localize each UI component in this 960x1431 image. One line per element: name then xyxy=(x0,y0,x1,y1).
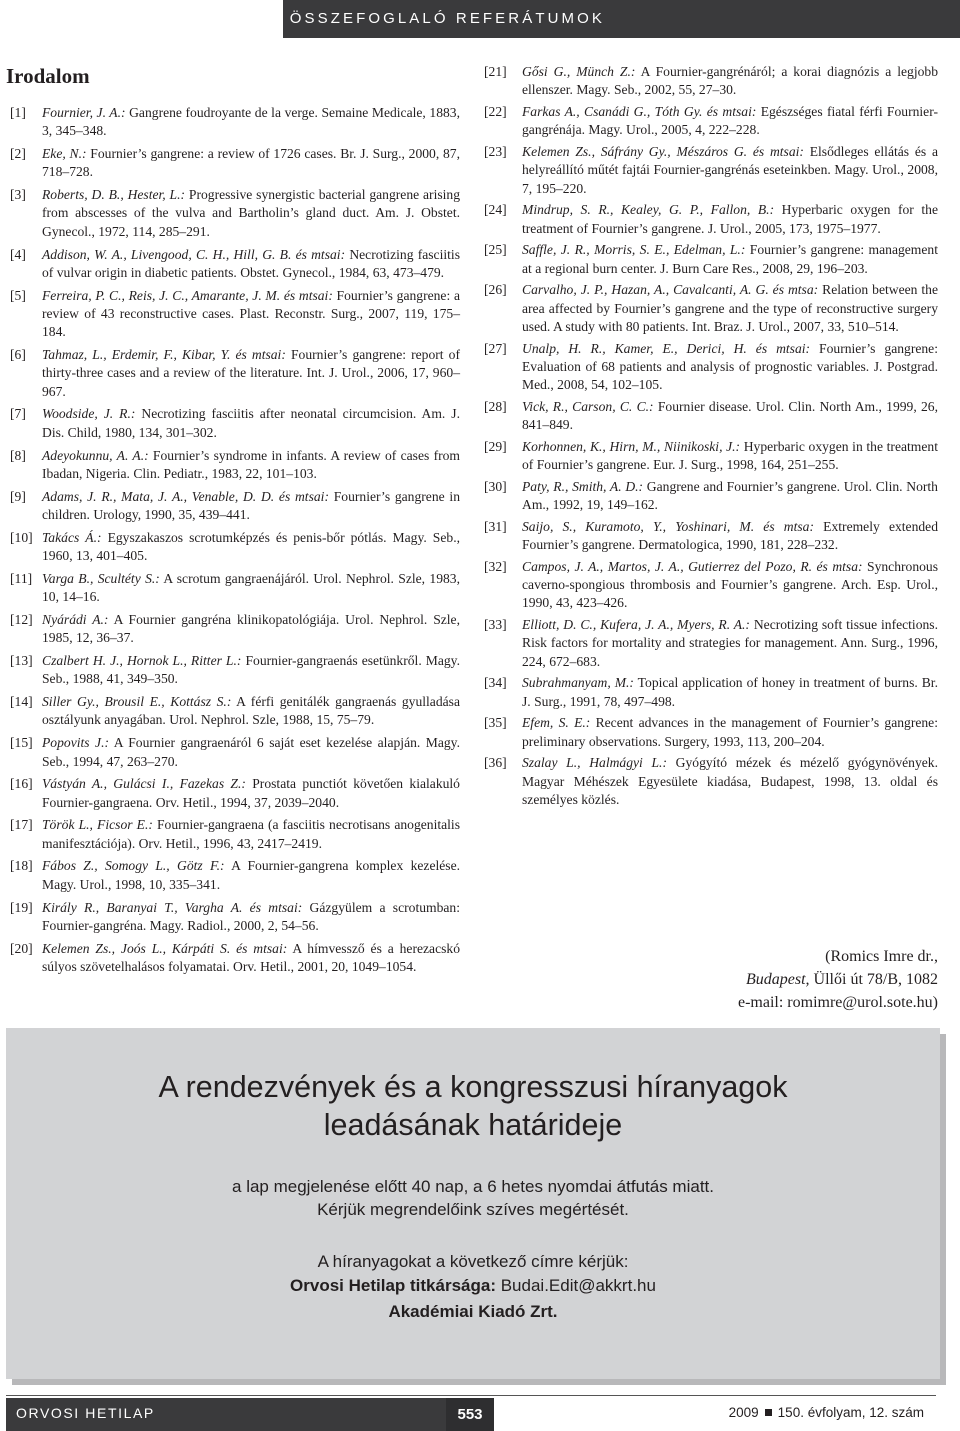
reference-authors: Kelemen Zs., Joós L., Kárpáti S. és mtsai: xyxy=(42,940,288,956)
notice-office-name: Orvosi Hetilap titkársága: xyxy=(290,1276,496,1295)
reference-number: [21] xyxy=(484,64,507,79)
reference-number: [22] xyxy=(484,103,507,119)
reference-authors: Takács Á.: xyxy=(42,529,102,545)
reference-number: [23] xyxy=(484,143,507,159)
reference-citation: A Fournier-gangrénáról; a korai diagnózis a legjobb ellenszer. Magy. Seb., 2002, 55, 27–30. xyxy=(522,64,938,98)
reference-number: [19] xyxy=(10,899,33,915)
reference-authors: Campos, J. A., Martos, J. A., Gutierrez del Pozo, R. és mtsa: xyxy=(522,558,863,574)
reference-citation: Recent advances in the management of Fournier’s gangrene: preliminary observations. Surgery, 1993, 113, 200–204. xyxy=(522,715,938,749)
reference-item xyxy=(484,103,938,140)
reference-item xyxy=(10,287,460,342)
reference-number: [29] xyxy=(484,438,507,454)
reference-citation: Prostata punctiót követően kialakuló Fournier-gangraena. Orv. Hetil., 1994, 37, 2039–2040. xyxy=(42,776,460,810)
issue-volume: 150. évfolyam, 12. szám xyxy=(777,1405,924,1420)
notice-publisher: Akadémiai Kiadó Zrt. xyxy=(388,1302,558,1321)
reference-number: [31] xyxy=(484,518,507,534)
reference-item xyxy=(484,340,938,395)
reference-authors: Czalbert H. J., Hornok L., Ritter L.: xyxy=(42,653,242,669)
reference-number: [17] xyxy=(10,817,33,833)
reference-authors: Fournier, J. A.: xyxy=(42,105,126,120)
reference-citation: A hímvessző és a herezacskó súlyos szövetelhalásos folyamatai. Orv. Hetil., 2001, 20, 1049–1054. xyxy=(42,940,460,974)
references-left-column xyxy=(10,104,460,981)
reference-citation: A Fournier-gangrena komplex kezelése. Magy. Urol., 1998, 10, 335–341. xyxy=(42,858,461,892)
reference-citation: Necrotizing fasciitis of vulvar origin in diabetic patients. Obstet. Gynecol., 1984, 63, 473–479. xyxy=(42,246,460,280)
reference-item xyxy=(10,570,460,607)
reference-number: [9] xyxy=(10,488,26,504)
notice-line-2: Kérjük megrendelőink szíves megértését. xyxy=(317,1200,629,1219)
reference-citation: Necrotizing soft tissue infections. Risk factors for mortality and strategies for management. Ann. Surg., 1996, 224, 672–683. xyxy=(522,617,938,669)
reference-item xyxy=(484,438,938,475)
reference-item xyxy=(484,616,938,671)
reference-authors: Adeyokunnu, A. A.: xyxy=(42,447,149,463)
reference-authors: Siller Gy., Brousil E., Kottász S.: xyxy=(42,694,232,710)
journal-name: ORVOSI HETILAP xyxy=(16,1405,155,1421)
reference-number: [34] xyxy=(484,675,507,691)
reference-authors: Saffle, J. R., Morris, S. E., Edelman, L.: xyxy=(522,242,746,258)
reference-authors: Nyárádi A.: xyxy=(42,611,109,627)
reference-item xyxy=(10,940,460,977)
reference-number: [33] xyxy=(484,617,507,632)
reference-citation: Fournier’s gangrene: management at a regional burn center. J. Burn Care Res., 2008, 29, 196–203. xyxy=(522,242,938,276)
reference-number: [16] xyxy=(10,776,33,792)
reference-citation: Fournier-gangraena (a fasciitis necrotisans anogenitalis manifesztációja). Orv. Hetil., 1996, 43, 2417–2419. xyxy=(42,817,460,851)
reference-number: [2] xyxy=(10,146,26,162)
notice-email: Budai.Edit@akkrt.hu xyxy=(496,1276,656,1295)
reference-authors: Vástyán A., Gulácsi I., Fazekas Z.: xyxy=(42,776,246,792)
reference-citation: Synchronous caverno-spongious thrombosis and Fournier’s gangrene. Arch. Esp. Urol., 1990, 43, 423–426. xyxy=(522,558,939,611)
issue-year: 2009 xyxy=(728,1405,759,1420)
address-line-2 xyxy=(738,968,938,991)
reference-citation: Necrotizing fasciitis after neonatal circumcision. Am. J. Dis. Child, 1980, 134, 301–302. xyxy=(42,406,460,440)
reference-authors: Török L., Ficsor E.: xyxy=(42,817,153,833)
reference-authors: Elliott, D. C., Kufera, J. A., Myers, R. A.: xyxy=(522,617,750,632)
reference-item xyxy=(10,346,460,401)
reference-number: [12] xyxy=(10,611,33,627)
reference-authors: Szalay L., Halmágyi L.: xyxy=(522,755,667,771)
reference-authors: Kelemen Zs., Sáfrány Gy., Mészáros G. és mtsai: xyxy=(522,143,804,159)
reference-citation: Hyperbaric oxygen for the treatment of Fournier’s gangrene. J. Urol., 2005, 173, 1975–1977. xyxy=(522,202,938,236)
notice-title-line-2: leadásának határideje xyxy=(323,1108,623,1142)
reference-number: [10] xyxy=(10,529,33,545)
reference-authors: Roberts, D. B., Hester, L.: xyxy=(42,187,186,203)
bullet-icon xyxy=(765,1409,772,1416)
reference-number: [32] xyxy=(484,558,507,574)
deadline-notice-box xyxy=(6,1028,940,1379)
reference-item xyxy=(484,754,938,809)
reference-authors: Subrahmanyam, M.: xyxy=(522,675,634,691)
reference-item xyxy=(10,529,460,566)
reference-number: [5] xyxy=(10,287,26,303)
reference-item xyxy=(484,143,938,198)
reference-item xyxy=(10,611,460,648)
reference-number: [11] xyxy=(10,570,33,586)
reference-item xyxy=(484,518,938,555)
reference-citation: Fournier-gangraenás esetünkről. Magy. Seb., 1988, 41, 349–350. xyxy=(42,653,460,687)
reference-citation: Gyógyító mézek és mézelő gyógynövények. Magyar Méhészek Egyesülete kiadása, Budapest, 1998, 13. oldal és személyes közlés. xyxy=(522,755,939,807)
reference-number: [6] xyxy=(10,347,26,363)
reference-citation: A scrotum gangraenájáról. Urol. Nephrol. Szle, 1983, 10, 14–16. xyxy=(42,570,460,605)
notice-title-line-1: A rendezvények és a kongresszusi híranyagok xyxy=(158,1070,788,1104)
reference-authors: Király R., Baranyai T., Vargha A. és mtsai: xyxy=(42,899,303,915)
author-address xyxy=(738,945,938,1014)
reference-number: [1] xyxy=(10,105,26,120)
reference-number: [18] xyxy=(10,858,33,874)
reference-citation: Fournier’s gangrene: Evaluation of 68 patients and analysis of prognostic variables. J. Postgrad. Med., 2008, 54, 102–105. xyxy=(522,340,938,393)
reference-number: [26] xyxy=(484,282,507,298)
reference-citation: Fournier’s gangrene: report of thirty-three cases and a review of the literature. Int. J. Urol., 2006, 17, 960–967. xyxy=(42,347,460,399)
footer-band xyxy=(6,1398,446,1431)
reference-item xyxy=(10,775,460,812)
reference-authors: Popovits J.: xyxy=(42,735,109,751)
reference-citation: Topical application of honey in treatment of burns. Br. J. Surg., 1991, 78, 497–498. xyxy=(522,675,938,709)
reference-item xyxy=(10,447,460,484)
reference-number: [20] xyxy=(10,940,33,956)
reference-number: [8] xyxy=(10,447,26,463)
notice-line-1: a lap megjelenése előtt 40 nap, a 6 hetes nyomdai átfutás miatt. xyxy=(232,1177,714,1196)
reference-citation: A férfi genitálék gangraenás gyulladása osztályunk anyagában. Urol. Nephrol. Szle, 1988, 15, 75–79. xyxy=(42,694,460,728)
reference-number: [25] xyxy=(484,242,507,258)
reference-item xyxy=(10,857,460,894)
reference-authors: Tahmaz, L., Erdemir, F., Kibar, Y. és mtsai: xyxy=(42,347,286,363)
reference-authors: Gősi G., Münch Z.: xyxy=(522,64,636,79)
reference-citation: Fournier’s syndrome in infants. A review of cases from Ibadan, Nigeria. Clin. Pediatr., 1983, 22, 101–103. xyxy=(42,447,460,481)
reference-item xyxy=(10,693,460,730)
issue-info xyxy=(729,1405,924,1420)
reference-authors: Vick, R., Carson, C. C.: xyxy=(522,398,654,414)
reference-authors: Paty, R., Smith, A. D.: xyxy=(522,478,644,494)
reference-authors: Farkas A., Csanádi G., Tóth Gy. és mtsai: xyxy=(522,103,757,119)
reference-item xyxy=(10,405,460,442)
reference-item xyxy=(10,246,460,283)
address-email: e-mail: romimre@urol.sote.hu) xyxy=(737,994,938,1011)
reference-item xyxy=(484,398,938,435)
reference-authors: Eke, N.: xyxy=(42,146,87,162)
reference-citation: Hyperbaric oxygen in the treatment of Fournier’s gangrene. Eur. J. Surg., 1998, 164, 251–255. xyxy=(522,438,938,473)
reference-citation: Progressive synergistic bacterial gangrene arising from abscesses of the vulva and Bartholin’s gland duct. Am. J. Obstet. Gynecol., 1972, 114, 285–291. xyxy=(42,187,461,239)
reference-item xyxy=(10,899,460,936)
reference-number: [13] xyxy=(10,653,33,669)
reference-citation: Fournier disease. Urol. Clin. North Am., 1999, 26, 841–849. xyxy=(522,398,938,433)
reference-item xyxy=(10,816,460,853)
reference-authors: Korhonnen, K., Hirn, M., Niinikoski, J.: xyxy=(522,438,741,454)
reference-item xyxy=(484,281,938,336)
reference-number: [7] xyxy=(10,406,26,422)
reference-citation: Gangrene foudroyante de la verge. Semaine Medicale, 1883, 3, 345–348. xyxy=(42,105,460,139)
reference-citation: Elsődleges ellátás és a helyreállító műtét fajtái Fournier-gangrénás eseteinkben. Magy. Urol., 2008, 7, 195–220. xyxy=(522,143,938,196)
reference-item xyxy=(484,201,938,238)
reference-citation: Relation between the area affected by Fournier’s gangrene and the type of reconstructive surgery used. A study with 80 patients. Int. Braz. J. Urol., 2007, 33, 510–514. xyxy=(522,282,939,334)
reference-number: [30] xyxy=(484,478,507,494)
reference-citation: Egészséges fiatal férfi Fournier-gangrénája. Magy. Urol., 2005, 4, 222–228. xyxy=(522,103,938,138)
reference-item xyxy=(484,63,938,100)
address-street: Üllői út 78/B, 1082 xyxy=(809,971,938,988)
reference-item xyxy=(10,652,460,689)
references-heading: Irodalom xyxy=(6,64,90,88)
reference-citation: Extremely extended Fournier’s gangrene. Dermatologica, 1990, 181, 228–232. xyxy=(522,518,939,553)
reference-citation: Fournier’s gangrene: a review of 1726 cases. Br. J. Surg., 2000, 87, 718–728. xyxy=(42,146,460,180)
reference-citation: Fournier’s gangrene: a review of 43 reconstructive cases. Plast. Reconstr. Surg., 2007, 119, 175–184. xyxy=(42,287,460,340)
reference-number: [15] xyxy=(10,735,33,751)
reference-item xyxy=(484,241,938,278)
reference-authors: Woodside, J. R.: xyxy=(42,406,136,422)
reference-item xyxy=(10,734,460,771)
reference-item xyxy=(10,186,460,241)
header-band xyxy=(283,0,960,38)
reference-number: [24] xyxy=(484,202,507,218)
footer-rule xyxy=(6,1395,936,1396)
reference-authors: Addison, W. A., Livengood, C. H., Hill, G. B. és mtsai: xyxy=(42,246,346,262)
reference-number: [35] xyxy=(484,715,507,731)
address-line-1: (Romics Imre dr., xyxy=(825,948,938,965)
reference-authors: Adams, J. R., Mata, J. A., Venable, D. D. és mtsai: xyxy=(42,488,329,504)
reference-item xyxy=(484,714,938,751)
reference-authors: Ferreira, P. C., Reis, J. C., Amarante, J. M. és mtsai: xyxy=(42,287,333,303)
notice-line-3: A híranyagokat a következő címre kérjük: xyxy=(317,1252,629,1271)
reference-citation: Gangrene and Fournier’s gangrene. Urol. Clin. North Am., 1992, 19, 149–162. xyxy=(522,478,938,513)
reference-number: [4] xyxy=(10,246,26,262)
reference-item xyxy=(10,104,460,141)
reference-authors: Saijo, S., Kuramoto, Y., Yoshinari, M. és mtsa: xyxy=(522,518,814,534)
notice-title xyxy=(6,1068,940,1144)
references-right-column xyxy=(484,63,938,813)
reference-number: [3] xyxy=(10,187,26,203)
reference-item xyxy=(10,488,460,525)
reference-authors: Carvalho, J. P., Hazan, A., Cavalcanti, A. G. és mtsa: xyxy=(522,282,819,298)
reference-authors: Fábos Z., Somogy L., Götz F.: xyxy=(42,858,225,874)
reference-authors: Mindrup, S. R., Kealey, G. P., Fallon, B.: xyxy=(522,202,775,218)
reference-number: [36] xyxy=(484,755,507,771)
reference-item xyxy=(484,558,938,613)
reference-number: [27] xyxy=(484,340,507,356)
section-label: ÖSSZEFOGLALÓ REFERÁTUMOK xyxy=(289,10,605,27)
reference-item xyxy=(484,674,938,711)
reference-citation: Egyszakaszos scrotumképzés és penis-bőr pótlás. Magy. Seb., 1960, 13, 401–405. xyxy=(42,529,460,564)
reference-authors: Efem, S. E.: xyxy=(522,715,591,731)
address-city: Budapest, xyxy=(746,971,810,988)
reference-authors: Varga B., Scultéty S.: xyxy=(42,570,160,586)
page-number-box xyxy=(446,1398,494,1431)
reference-item xyxy=(484,478,938,515)
reference-citation: Fournier’s gangrene in children. Urology, 1990, 35, 439–441. xyxy=(42,488,460,522)
notice-line-4 xyxy=(6,1275,940,1297)
reference-citation: Gázgyülem a scrotumban: Fournier-gangréna. Magy. Radiol., 2000, 2, 54–56. xyxy=(42,899,460,933)
reference-citation: A Fournier gangraenáról 6 saját eset kezelése alapján. Magy. Seb., 1994, 47, 263–270. xyxy=(42,735,460,769)
page-number: 553 xyxy=(457,1406,483,1423)
reference-number: [28] xyxy=(484,398,507,414)
reference-item xyxy=(10,145,460,182)
reference-citation: A Fournier gangréna klinikopatológiája. Urol. Nephrol. Szle, 1985, 12, 36–37. xyxy=(42,611,460,646)
reference-authors: Unalp, H. R., Kamer, E., Derici, H. és mtsai: xyxy=(522,340,811,356)
reference-number: [14] xyxy=(10,694,33,710)
